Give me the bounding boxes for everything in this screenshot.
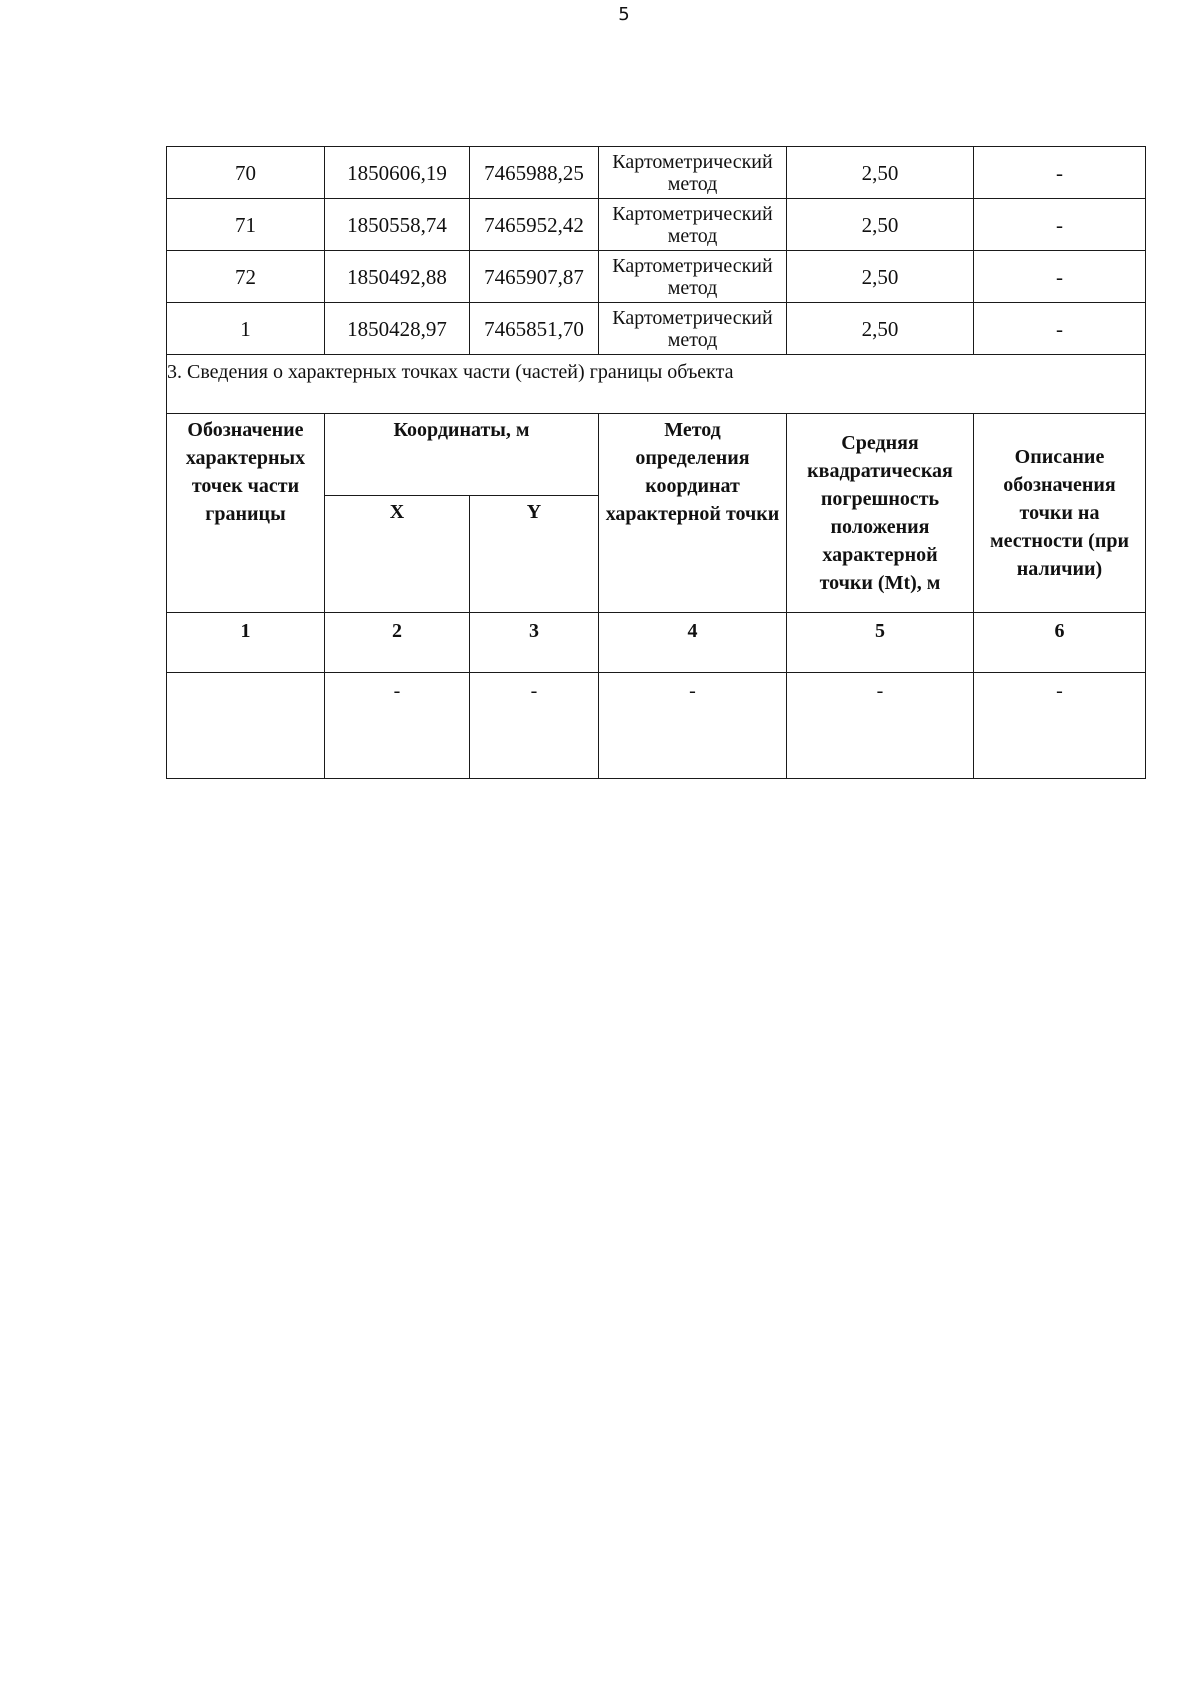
method-line: метод xyxy=(667,172,718,195)
table-row xyxy=(167,303,1146,355)
x-coordinate-cell: 1850428,97 xyxy=(325,303,470,355)
method-cell xyxy=(599,199,787,251)
method-cell xyxy=(599,251,787,303)
point-cell: 71 xyxy=(167,199,325,251)
description-cell: - xyxy=(974,303,1146,355)
header-line: Метод xyxy=(664,419,721,441)
header-line: положения xyxy=(830,516,930,538)
header-row xyxy=(167,414,1146,496)
header-line: Средняя xyxy=(841,432,919,454)
method-line: Картометрический xyxy=(612,150,773,173)
header-line: Обозначение xyxy=(187,419,304,441)
header-line: определения xyxy=(635,447,750,469)
coordinates-table xyxy=(166,146,1146,779)
section-title-row xyxy=(167,355,1146,414)
header-line: Описание xyxy=(1014,446,1105,468)
header-line: характерной точки xyxy=(605,503,780,525)
error-cell: 2,50 xyxy=(787,147,974,199)
error-cell: 2,50 xyxy=(787,251,974,303)
header-y: Y xyxy=(470,496,599,613)
column-numbers-row xyxy=(167,613,1146,673)
method-cell: - xyxy=(599,673,787,779)
header-x: X xyxy=(325,496,470,613)
header-designation xyxy=(167,414,325,613)
error-cell: 2,50 xyxy=(787,303,974,355)
column-number: 2 xyxy=(325,613,470,673)
table-row xyxy=(167,147,1146,199)
method-line: Картометрический xyxy=(612,254,773,277)
method-line: Картометрический xyxy=(612,202,773,225)
description-cell: - xyxy=(974,147,1146,199)
column-number: 4 xyxy=(599,613,787,673)
column-number: 3 xyxy=(470,613,599,673)
header-description xyxy=(974,414,1146,613)
header-line: точек части xyxy=(191,475,300,497)
error-cell: 2,50 xyxy=(787,199,974,251)
header-line: обозначения xyxy=(1003,474,1116,496)
y-coordinate-cell: 7465907,87 xyxy=(470,251,599,303)
method-line: метод xyxy=(667,328,718,351)
point-cell: 70 xyxy=(167,147,325,199)
table-row xyxy=(167,199,1146,251)
header-line: координат xyxy=(645,475,740,497)
header-line: квадратическая xyxy=(807,460,953,482)
table-row xyxy=(167,673,1146,779)
y-coordinate-cell: - xyxy=(470,673,599,779)
error-cell: - xyxy=(787,673,974,779)
method-line: Картометрический xyxy=(612,306,773,329)
description-cell: - xyxy=(974,199,1146,251)
method-cell xyxy=(599,147,787,199)
table-row xyxy=(167,251,1146,303)
column-number: 1 xyxy=(167,613,325,673)
document-sheet xyxy=(166,146,1145,779)
x-coordinate-cell: 1850558,74 xyxy=(325,199,470,251)
header-line: характерных xyxy=(185,447,306,469)
method-line: метод xyxy=(667,276,718,299)
x-coordinate-cell: - xyxy=(325,673,470,779)
header-method xyxy=(599,414,787,613)
header-line: точки на xyxy=(1019,502,1100,524)
column-number: 6 xyxy=(974,613,1146,673)
column-number: 5 xyxy=(787,613,974,673)
description-cell: - xyxy=(974,673,1146,779)
page-number: 5 xyxy=(618,4,630,25)
point-cell: 72 xyxy=(167,251,325,303)
method-line: метод xyxy=(667,224,718,247)
header-line: границы xyxy=(205,503,286,525)
x-coordinate-cell: 1850606,19 xyxy=(325,147,470,199)
header-line: наличии) xyxy=(1016,558,1103,580)
header-line: местности (при xyxy=(989,530,1130,552)
header-line: характерной xyxy=(822,544,938,566)
y-coordinate-cell: 7465851,70 xyxy=(470,303,599,355)
section-title: 3. Сведения о характерных точках части (частей) границы объекта xyxy=(167,355,1146,414)
x-coordinate-cell: 1850492,88 xyxy=(325,251,470,303)
description-cell: - xyxy=(974,251,1146,303)
header-line: точки (Mt), м xyxy=(819,572,941,594)
header-line: погрешность xyxy=(820,488,940,510)
y-coordinate-cell: 7465952,42 xyxy=(470,199,599,251)
header-coordinates: Координаты, м xyxy=(325,414,599,496)
designation-cell xyxy=(167,673,325,779)
point-cell: 1 xyxy=(167,303,325,355)
method-cell xyxy=(599,303,787,355)
header-error xyxy=(787,414,974,613)
y-coordinate-cell: 7465988,25 xyxy=(470,147,599,199)
